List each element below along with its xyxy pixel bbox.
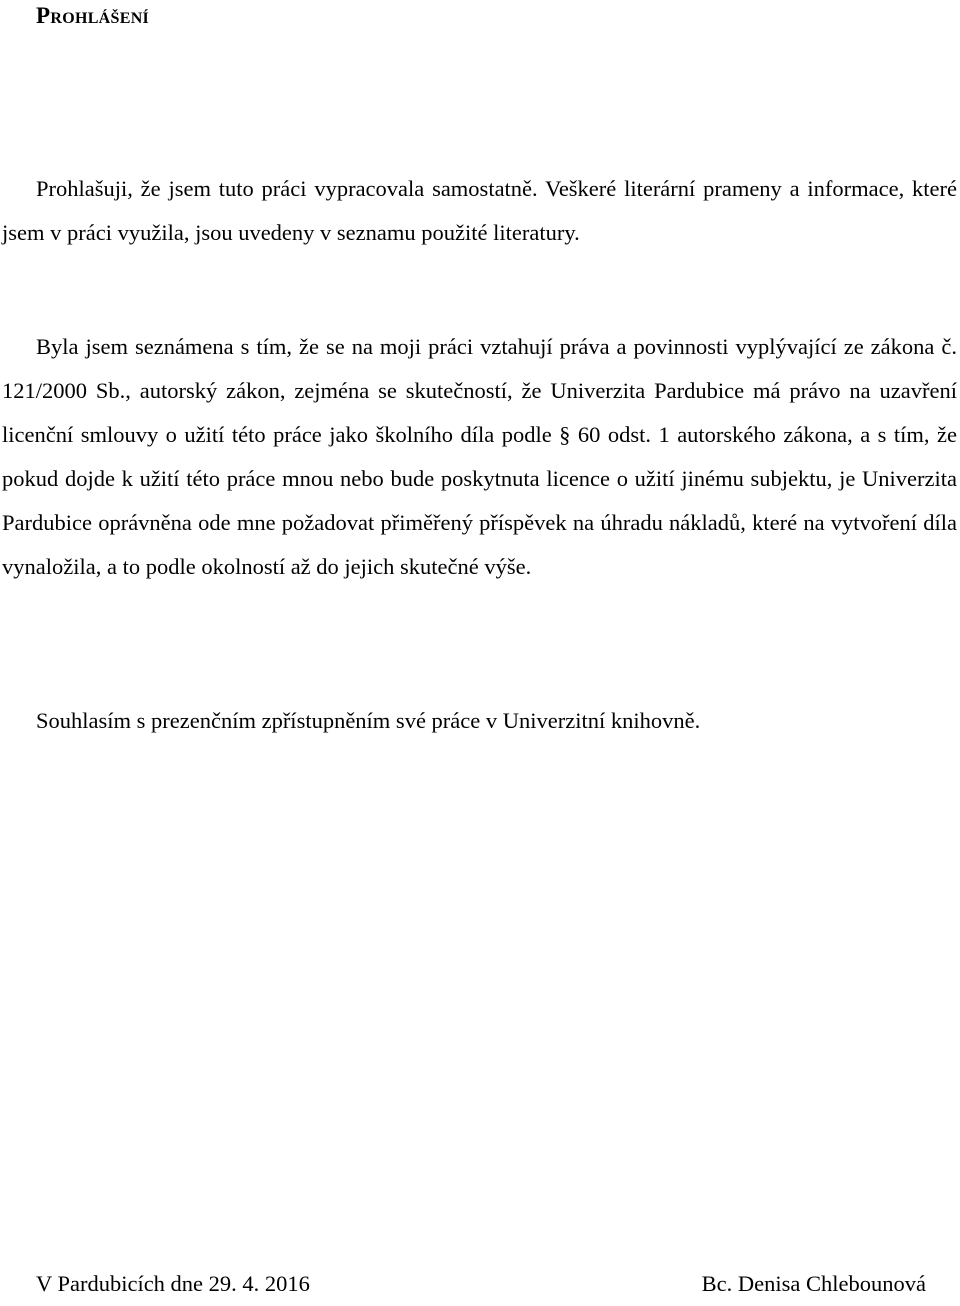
page-title: Prohlášení bbox=[36, 3, 150, 28]
place-date: V Pardubicích dne 29. 4. 2016 bbox=[36, 1271, 310, 1296]
declaration-paragraph-originality: Prohlašuji, že jsem tuto práci vypracovala samostatně. Veškeré literární prameny a informace, které jsem v práci využila, jsou uvedeny v seznamu použité literatury. bbox=[2, 176, 957, 245]
declaration-paragraph-consent: Souhlasím s prezenčním zpřístupněním své práce v Univerzitní knihovně. bbox=[36, 708, 701, 733]
declaration-paragraph-copyright: Byla jsem seznámena s tím, že se na moji práci vztahují práva a povinnosti vyplývající ze zákona č. 121/2000 Sb., autorský zákon, zejména se skutečností, že Univerzita Pardubice má právo na uzavření licenční smlouvy o užití této práce jako školního díla podle § 60 odst. 1 autorského zákona, a s tím, že pokud dojde k užití této práce mnou nebo bude poskytnuta licence o užití jinému subjektu, je Univerzita Pardubice oprávněna ode mne požadovat přiměřený příspěvek na úhradu nákladů, které na vytvoření díla vynaložila, a to podle okolností až do jejich skutečné výše. bbox=[2, 334, 957, 579]
signature-row bbox=[36, 1262, 926, 1306]
author-name: Bc. Denisa Chlebounová bbox=[701, 1271, 926, 1296]
